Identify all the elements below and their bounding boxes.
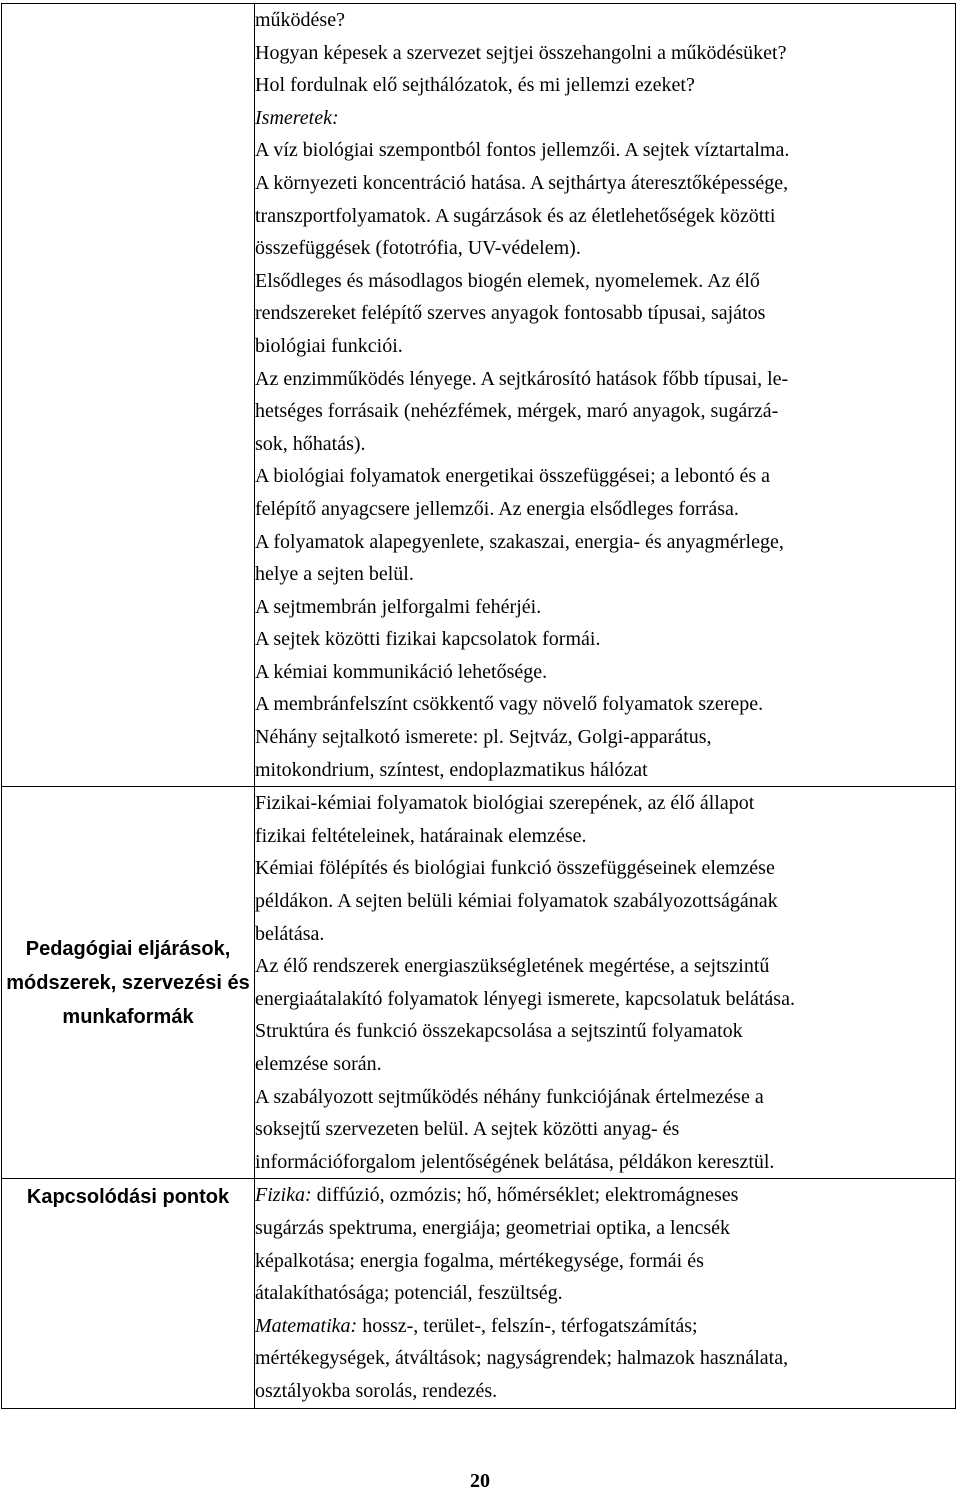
text-line <box>255 167 955 200</box>
text-line <box>255 885 955 918</box>
line-text: A víz biológiai szempontból fontos jellemzői. A sejtek víztartalma. <box>255 139 790 162</box>
line-text: sok, hőhatás). <box>255 432 366 455</box>
text-line <box>255 721 955 754</box>
text-line <box>255 918 955 951</box>
line-text: képalkotása; energia fogalma, mértékegysége, formái és <box>255 1249 704 1272</box>
text-line <box>255 688 955 721</box>
text-line <box>255 591 955 624</box>
page-number: 20 <box>470 1470 490 1492</box>
text-line <box>255 820 955 853</box>
text-line <box>255 4 955 37</box>
text-line <box>255 200 955 233</box>
line-text: soksejtű szervezeten belül. A sejtek közötti anyag- és <box>255 1118 680 1141</box>
line-text: A membránfelszínt csökkentő vagy növelő folyamatok szerepe. <box>255 693 764 716</box>
text-line <box>255 69 955 102</box>
text-line <box>255 395 955 428</box>
text-line <box>255 134 955 167</box>
line-text: információforgalom jelentőségének belátása, példákon keresztül. <box>255 1150 775 1173</box>
line-text: A szabályozott sejtműködés néhány funkciójának értelmezése a <box>255 1085 764 1108</box>
text-line <box>255 754 955 787</box>
line-text: biológiai funkciói. <box>255 334 403 357</box>
subject-label: Matematika: <box>255 1314 358 1337</box>
line-text: energiaátalakító folyamatok lényegi ismerete, kapcsolatuk belátása. <box>255 987 795 1010</box>
line-text: belátása. <box>255 922 325 945</box>
content-cell <box>255 4 956 787</box>
text-line <box>255 656 955 689</box>
line-text: hossz-, terület-, felszín-, térfogatszámítás; <box>357 1314 698 1337</box>
text-line <box>255 526 955 559</box>
line-text: működése? <box>255 9 345 31</box>
row-label-empty <box>2 4 255 787</box>
text-line <box>255 950 955 983</box>
line-text: összefüggések (fototrófia, UV-védelem). <box>255 237 581 260</box>
text-line <box>255 1375 955 1408</box>
text-line <box>255 428 955 461</box>
text-line <box>255 787 955 820</box>
text-line <box>255 1310 955 1343</box>
row-label-kapcsolodasi: Kapcsolódási pontok <box>2 1179 255 1408</box>
line-text: átalakíthatósága; potenciál, feszültség. <box>255 1282 563 1305</box>
line-text: A sejtek közötti fizikai kapcsolatok formái. <box>255 628 601 651</box>
text-line <box>255 1081 955 1114</box>
text-line <box>255 623 955 656</box>
line-text: mértékegységek, átváltások; nagyságrendek; halmazok használata, <box>255 1347 789 1370</box>
text-line <box>255 1015 955 1048</box>
line-text: A sejtmembrán jelforgalmi fehérjéi. <box>255 595 542 618</box>
table-row-ismeretek <box>2 4 956 787</box>
line-text: rendszereket felépítő szerves anyagok fontosabb típusai, sajátos <box>255 302 766 325</box>
text-line <box>255 37 955 70</box>
line-text: Néhány sejtalkotó ismerete: pl. Sejtváz, Golgi-apparátus, <box>255 726 712 749</box>
line-text: Hogyan képesek a szervezet sejtjei összehangolni a működésüket? <box>255 41 787 64</box>
line-text: Struktúra és funkció összekapcsolása a sejtszintű folyamatok <box>255 1020 743 1043</box>
line-text: Kémiai fölépítés és biológiai funkció összefüggéseinek elemzése <box>255 857 775 880</box>
text-line <box>255 1179 955 1212</box>
line-text: Hol fordulnak elő sejthálózatok, és mi jellemzi ezeket? <box>255 74 695 97</box>
text-line <box>255 363 955 396</box>
line-text: példákon. A sejten belüli kémiai folyamatok szabályozottságának <box>255 890 778 913</box>
text-line <box>255 852 955 885</box>
line-text: A környezeti koncentráció hatása. A sejthártya áteresztőképessége, <box>255 171 789 194</box>
text-line <box>255 102 955 135</box>
line-text: Az enzimműködés lényege. A sejtkárosító hatások főbb típusai, le- <box>255 367 789 390</box>
subject-label: Fizika: <box>255 1184 312 1207</box>
line-text: osztályokba sorolás, rendezés. <box>255 1379 498 1402</box>
curriculum-table <box>1 3 956 1409</box>
line-text: Az élő rendszerek energiaszükségletének megértése, a sejtszintű <box>255 955 770 978</box>
line-text: mitokondrium, színtest, endoplazmatikus hálózat <box>255 758 648 781</box>
table-row-kapcsolodasi <box>2 1179 956 1408</box>
line-text: elemzése során. <box>255 1053 382 1075</box>
line-text: A biológiai folyamatok energetikai összefüggései; a lebontó és a <box>255 465 771 488</box>
text-line <box>255 493 955 526</box>
content-cell <box>255 1179 956 1408</box>
line-text: transzportfolyamatok. A sugárzások és az életlehetőségek közötti <box>255 204 776 227</box>
line-text: A folyamatok alapegyenlete, szakaszai, energia- és anyagmérlege, <box>255 530 784 553</box>
text-line <box>255 983 955 1016</box>
table-row-pedagogiai <box>2 787 956 1179</box>
text-line <box>255 1342 955 1375</box>
text-line <box>255 1048 955 1081</box>
line-text: felépítő anyagcsere jellemzői. Az energia elsődleges forrása. <box>255 497 739 520</box>
text-line <box>255 265 955 298</box>
line-text: Elsődleges és másodlagos biogén elemek, nyomelemek. Az élő <box>255 269 760 292</box>
line-text: fizikai feltételeinek, határainak elemzése. <box>255 824 587 847</box>
text-line <box>255 1245 955 1278</box>
text-line <box>255 232 955 265</box>
text-line <box>255 330 955 363</box>
text-line <box>255 1212 955 1245</box>
text-line <box>255 558 955 591</box>
line-text: sugárzás spektruma, energiája; geometriai optika, a lencsék <box>255 1216 730 1239</box>
text-line <box>255 1277 955 1310</box>
text-line <box>255 297 955 330</box>
text-line <box>255 1146 955 1179</box>
text-line <box>255 1113 955 1146</box>
line-text: diffúzió, ozmózis; hő, hőmérséklet; elektromágneses <box>311 1184 739 1207</box>
line-text: hetséges forrásaik (nehézfémek, mérgek, maró anyagok, sugárzá- <box>255 400 779 423</box>
row-label-pedagogiai: Pedagógiai eljárások, módszerek, szervezési és munkaformák <box>2 787 255 1179</box>
line-text: helye a sejten belül. <box>255 563 414 586</box>
line-text: Ismeretek: <box>255 106 339 129</box>
content-cell <box>255 787 956 1179</box>
text-line <box>255 460 955 493</box>
line-text: Fizikai-kémiai folyamatok biológiai szerepének, az élő állapot <box>255 792 755 815</box>
line-text: A kémiai kommunikáció lehetősége. <box>255 660 548 683</box>
